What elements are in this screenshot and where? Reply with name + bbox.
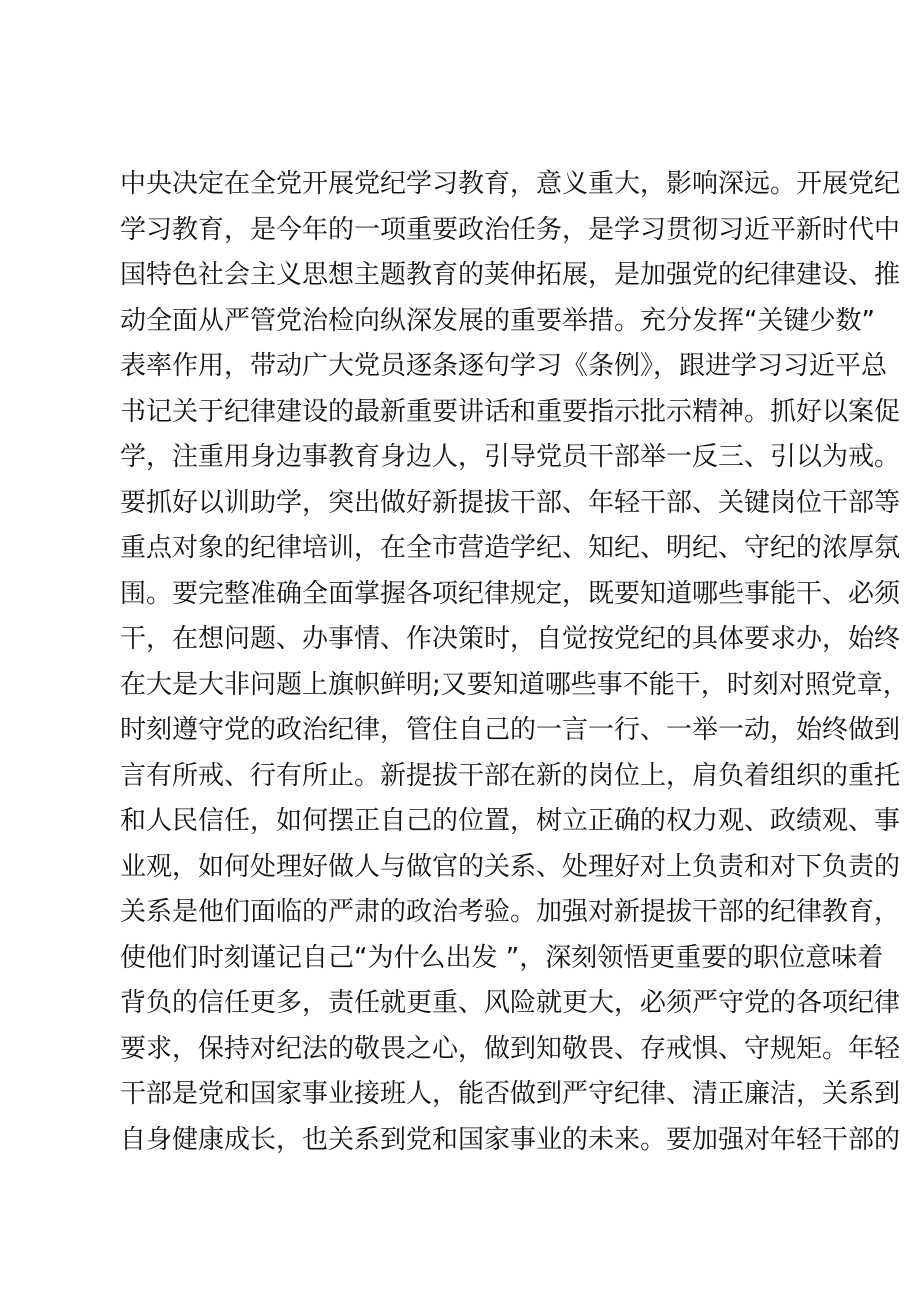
text-line: 干部是党和国家事业接班人，能否做到严守纪律、清正廉洁，关系到 [120, 1079, 901, 1109]
text-line: 干，在想问题、办事情、作决策时，自觉按党纪的具体要求办，始终 [120, 624, 901, 654]
text-line: 要求，保持对纪法的敬畏之心，做到知敬畏、存戒惧、守规矩。年轻 [120, 1033, 901, 1064]
text-line: 国特色社会主义思想主题教育的荚伸拓展，是加强党的纪律建设、推 [120, 260, 901, 290]
text-line: 言有所戒、行有所止。新提拔干部在新的岗位上，肩负着组织的重托 [120, 760, 901, 791]
text-line: 要抓好以训助学，突出做好新提拔干部、年轻干部、关键岗位干部等 [120, 487, 901, 518]
text-line: 使他们时刻谨记自己“为什么出发 ”，深刻领悟更重要的职位意味着 [120, 942, 884, 973]
text-line: 关系是他们面临的严肃的政治考验。加强对新提拔干部的纪律教育， [120, 897, 901, 927]
text-line: 自身健康成长，也关系到党和国家事业的未来。要加强对年轻干部的 [120, 1124, 901, 1155]
body-paragraph [120, 162, 909, 1163]
text-line: 书记关于纪律建设的最新重要讲话和重要指示批示精神。抓好以案促 [120, 396, 901, 427]
text-line: 学，注重用身边事教育身边人，引导党员干部举一反三、引以为戒。 [120, 442, 901, 472]
text-line: 和人民信任，如何摆正自己的位置，树立正确的权力观、政绩观、事 [120, 806, 901, 836]
text-line: 中央决定在全党开展党纪学习教育，意义重大，影响深远。开展党纪 [120, 169, 901, 199]
text-line: 学习教育，是今年的一项重要政治任务，是学习贯彻习近平新时代中 [120, 214, 901, 245]
text-line: 重点对象的纪律培训，在全市营造学纪、知纪、明纪、守纪的浓厚氛 [120, 533, 901, 563]
text-line: 业观，如何处理好做人与做官的关系、处理好对上负责和对下负责的 [120, 851, 901, 882]
text-line: 时刻遵守党的政治纪律，管住自己的一言一行、一举一动，始终做到 [120, 715, 901, 745]
text-line: 表率作用，带动广大党员逐条逐句学习《条例》，跟进学习习近平总 [120, 351, 888, 381]
text-line: 围。要完整准确全面掌握各项纪律规定，既要知道哪些事能干、必须 [120, 578, 901, 609]
text-line: 背负的信任更多，责任就更重、风险就更大，必须严守党的各项纪律 [120, 988, 901, 1018]
text-line: 在大是大非问题上旗帜鲜明;又要知道哪些事不能干，时刻对照党章， [120, 669, 909, 700]
text-line: 动全面从严管党治检向纵深发展的重要举措。充分发挥“关键少数” [120, 305, 875, 336]
